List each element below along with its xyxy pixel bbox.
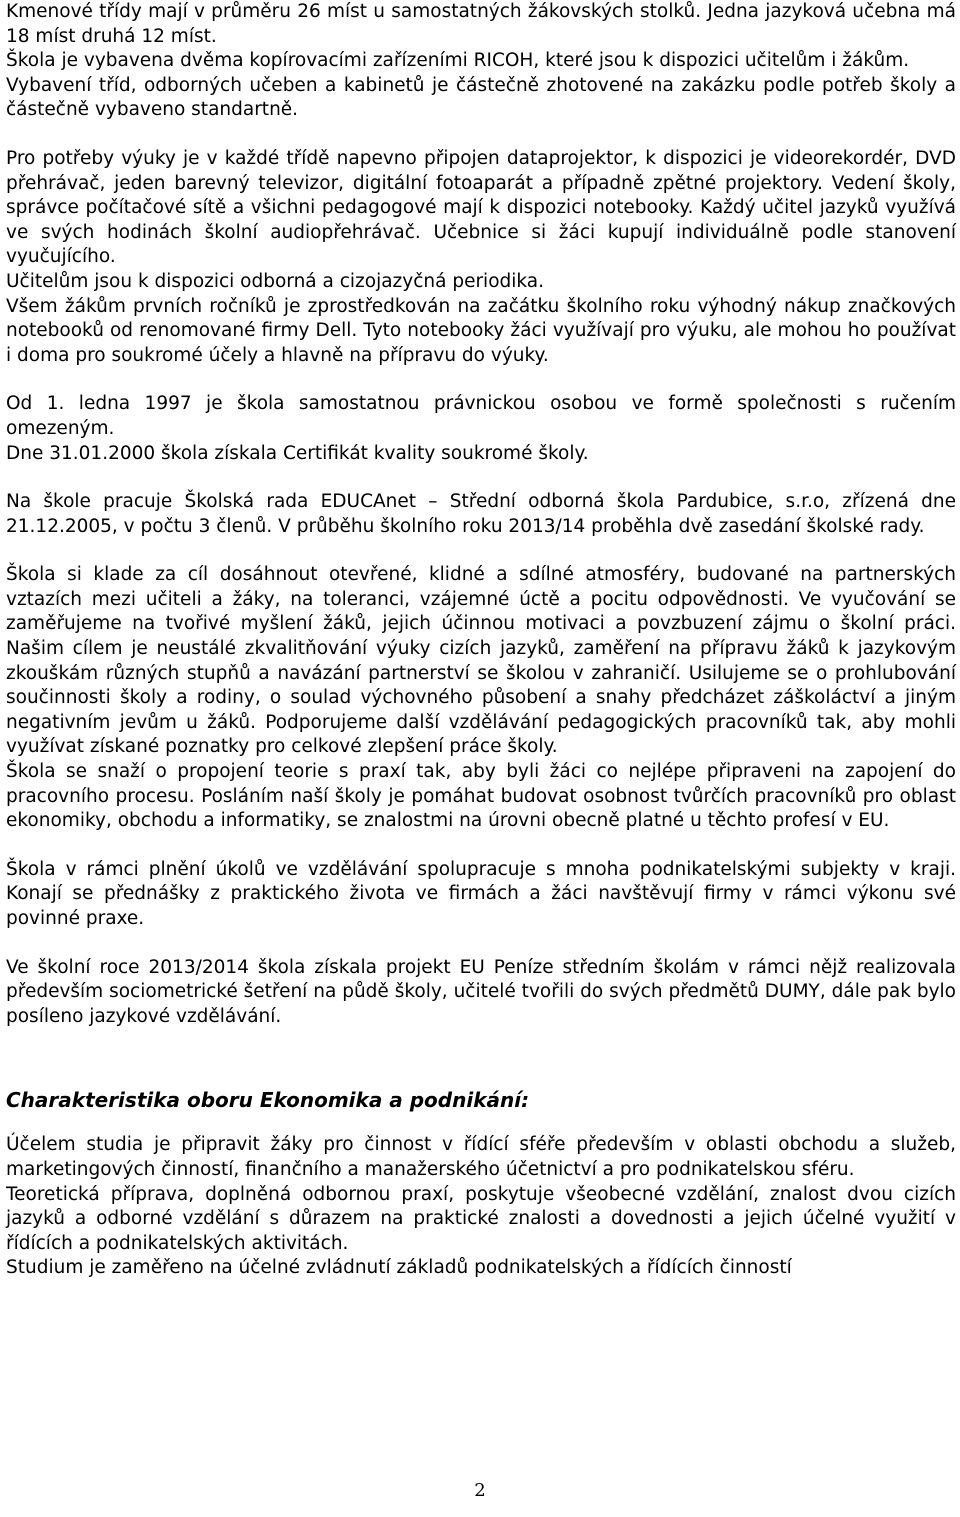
paragraph-notebooks: Všem žákům prvních ročníků je zprostředkován na začátku školního roku výhodný nákup značkových notebooků od renomované firmy Dell. Tyto notebooky žáci využívají pro výuku, ale mohou ho používat i doma pro soukromé účely a hlavně na přípravu do výuky. (6, 295, 956, 366)
paragraph-equipment: Vybavení tříd, odborných učeben a kabinetů je částečně zhotovené na zakázku podle potřeb školy a částečně vybaveno standartně. (6, 74, 956, 121)
paragraph-teaching-tech: Pro potřeby výuky je v každé třídě napevno připojen dataprojektor, k dispozici je videorekordér, DVD přehrávač, jeden barevný televizor, digitální fotoaparát a případně zpětné projektory. Vedení školy, správce počítačové sítě a všichni pedagogové mají k dispozici notebooky. Každý učitel jazyků využívá ve svých hodinách školní audiopřehrávač. Učebnice si žáci kupují individuálně podle stanovení vyučujícího. (6, 147, 956, 268)
section-heading: Charakteristika oboru Ekonomika a podnikání: (6, 1088, 530, 1113)
page-number: 2 (474, 1480, 486, 1501)
paragraph-goals: Škola si klade za cíl dosáhnout otevřené, klidné a sdílné atmosféry, budované na partnerských vztazích mezi učiteli a žáky, na toleranci, vzájemné úctě a pocitu odpovědnosti. Ve vyučování se zaměřujeme na tvořivé myšlení žáků, jejich účinnou motivaci a povzbuzení zájmu o školní práci. Našim cílem je neustálé zkvalitňování výuky cizích jazyků, zaměření na přípravu žáků k jazykovým zkouškám různých stupňů a navázání partnerství se školou v zahraničí. Usilujeme se o prohlubování součinnosti školy a rodiny, o soulad výchovného působení a snahy předcházet záškoláctví a jiným negativním jevům u žáků. Podporujeme další vzdělávání pedagogických pracovníků tak, aby mohli využívat získané poznatky pro celkové zlepšení práce školy. (6, 564, 956, 758)
paragraph-classes-seats: Kmenové třídy mají v průměru 26 míst u samostatných žákovských stolků. Jedna jazyková učebna má 18 míst druhá 12 míst. (6, 1, 956, 47)
paragraph-cooperation: Škola v rámci plnění úkolů ve vzdělávání spolupracuje s mnoha podnikatelskými subjekty v kraji. Konají se přednášky z praktického života ve firmách a žáci navštěvují firmy v rámci výkonu své povinné praxe. (6, 858, 956, 929)
paragraph-eu-project: Ve školní roce 2013/2014 škola získala projekt EU Peníze středním školám v rámci nějž realizovala především sociometrické šetření na půdě školy, učitelé tvořili do svých předmětů DUMY, dále pak bylo posíleno jazykové vzdělávání. (6, 956, 956, 1027)
paragraph-periodicals: Učitelům jsou k dispozici odborná a cizojazyčná periodika. (6, 270, 545, 292)
paragraph-certificate: Dne 31.01.2000 škola získala Certifikát kvality soukromé školy. (6, 442, 589, 464)
paragraph-legal-entity: Od 1. ledna 1997 je škola samostatnou právnickou osobou ve formě společnosti s ručením omezeným. (6, 393, 956, 439)
document-page (6, 0, 956, 1281)
paragraph-study-focus: Studium je zaměřeno na účelné zvládnutí základů podnikatelských a řídících činností (6, 1257, 792, 1279)
paragraph-theory: Teoretická příprava, doplněná odbornou praxí, poskytuje všeobecné vzdělání, znalost dvou cizích jazyků a odborné vzdělání s důrazem na praktické znalosti a dovednosti a jejich účelné využití v řídících a podnikatelských aktivitách. (6, 1183, 956, 1254)
paragraph-theory-practice: Škola se snaží o propojení teorie s praxí tak, aby byli žáci co nejlépe připraveni na zapojení do pracovního procesu. Posláním naší školy je pomáhat budovat osobnost tvůrčích pracovníků pro oblast ekonomiky, obchodu a informatiky, se znalostmi na úrovni obecně platné u těchto profesí v EU. (6, 761, 956, 832)
paragraph-school-board: Na škole pracuje Školská rada EDUCAnet – Střední odborná škola Pardubice, s.r.o, zřízená dne 21.12.2005, v počtu 3 členů. V průběhu školního roku 2013/14 proběhla dvě zasedání školské rady. (6, 491, 956, 537)
paragraph-copiers: Škola je vybavena dvěma kopírovacími zařízeními RICOH, které jsou k dispozici učitelům i žákům. (6, 50, 910, 72)
paragraph-study-purpose: Účelem studia je připravit žáky pro činnost v řídící sféře především v oblasti obchodu a služeb, marketingových činností, finančního a manažerského účetnictví a pro podnikatelskou sféru. (6, 1134, 956, 1180)
